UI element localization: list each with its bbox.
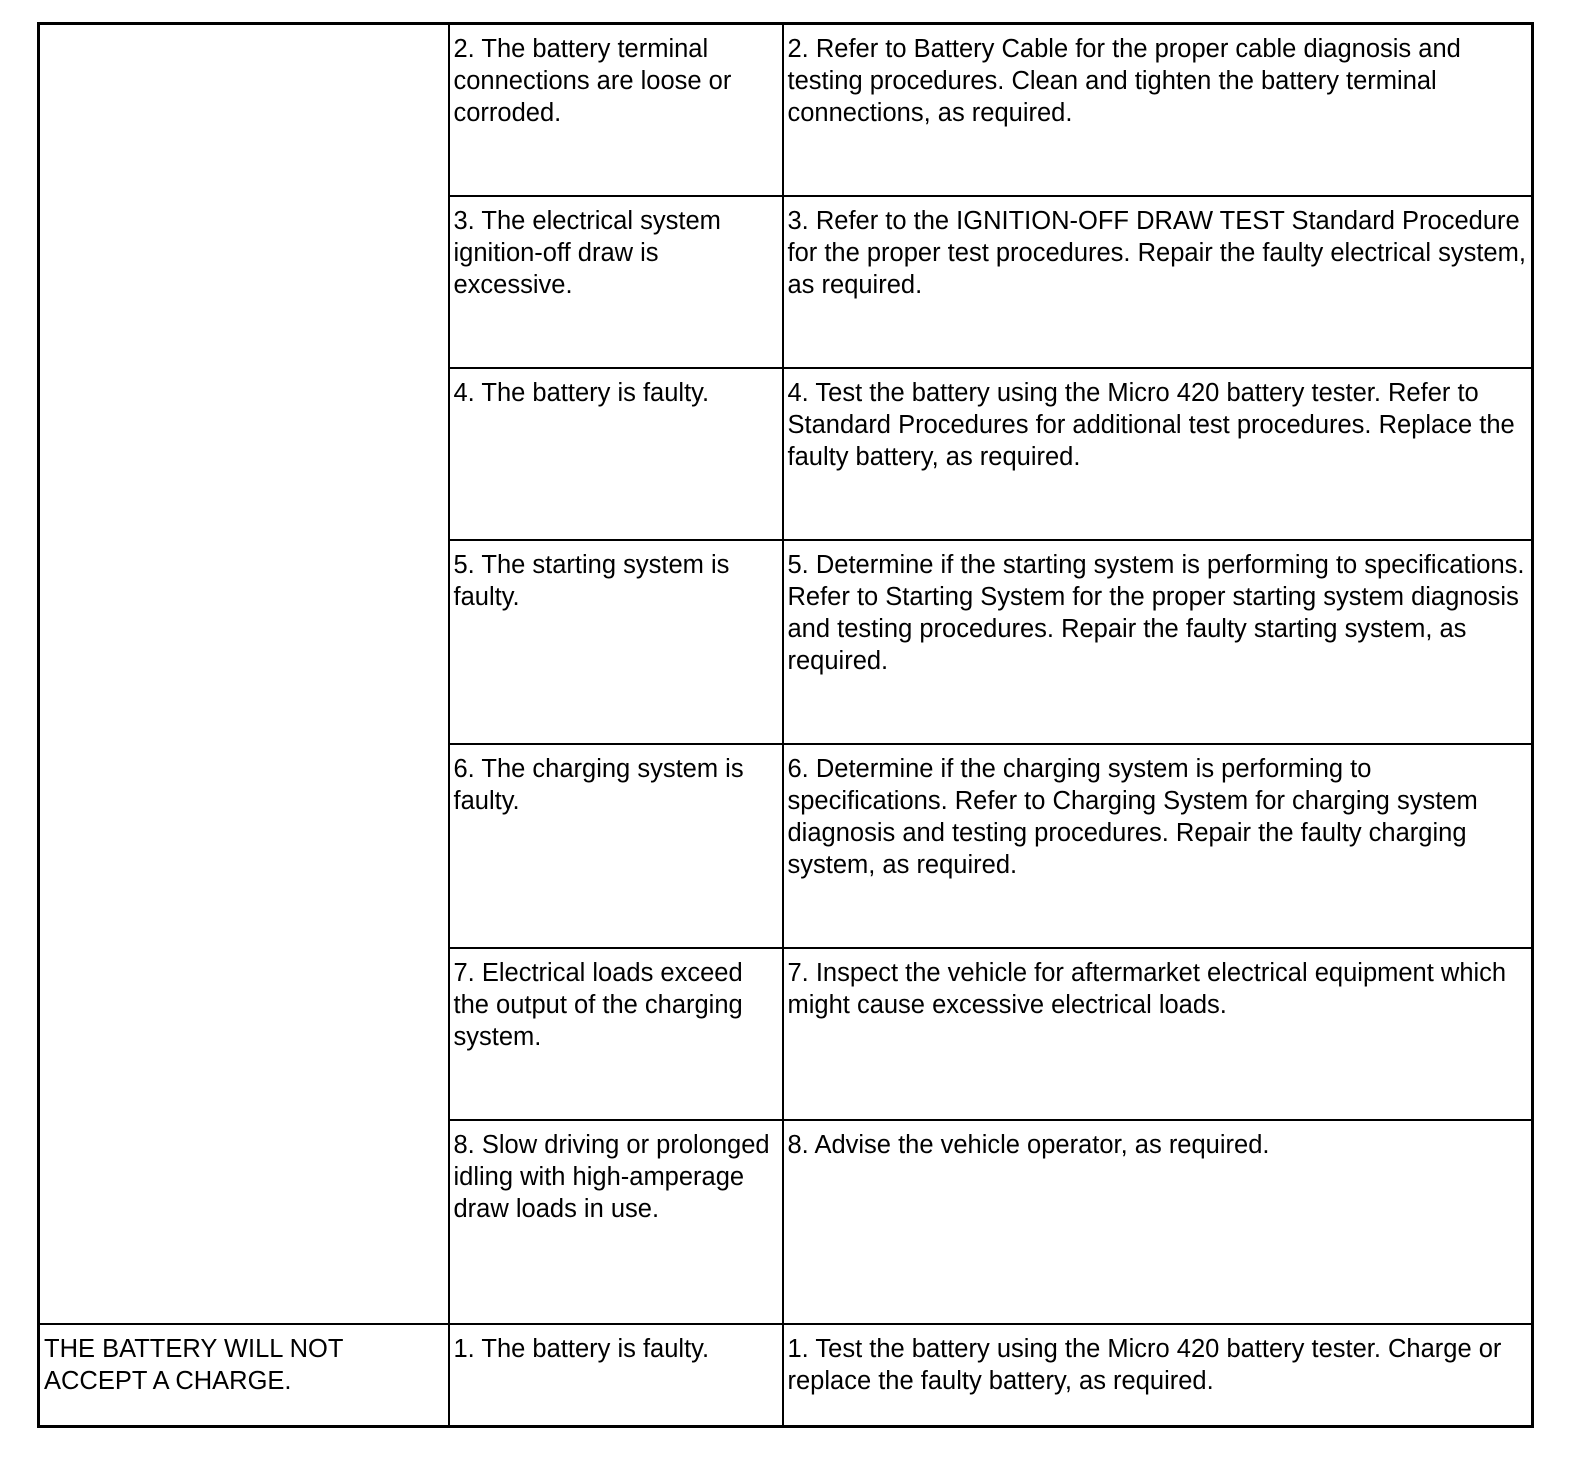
table-row — [39, 1324, 1533, 1427]
correction-cell: 8. Advise the vehicle operator, as required. — [783, 1120, 1533, 1324]
correction-cell: 7. Inspect the vehicle for aftermarket electrical equipment which might cause excessive electrical loads. — [783, 948, 1533, 1120]
cause-cell: 3. The electrical system ignition-off draw is excessive. — [449, 196, 783, 368]
condition-cell: THE BATTERY WILL NOT ACCEPT A CHARGE. — [39, 1324, 449, 1427]
cause-cell: 7. Electrical loads exceed the output of the charging system. — [449, 948, 783, 1120]
correction-cell: 1. Test the battery using the Micro 420 battery tester. Charge or replace the faulty battery, as required. — [783, 1324, 1533, 1427]
condition-cell — [39, 24, 449, 1325]
cause-cell: 8. Slow driving or prolonged idling with high-amperage draw loads in use. — [449, 1120, 783, 1324]
cause-cell: 4. The battery is faulty. — [449, 368, 783, 540]
correction-cell: 2. Refer to Battery Cable for the proper cable diagnosis and testing procedures. Clean and tighten the battery terminal connections, as required. — [783, 24, 1533, 197]
cause-cell: 2. The battery terminal connections are loose or corroded. — [449, 24, 783, 197]
correction-cell: 4. Test the battery using the Micro 420 battery tester. Refer to Standard Procedures for additional test procedures. Replace the faulty battery, as required. — [783, 368, 1533, 540]
correction-cell: 3. Refer to the IGNITION-OFF DRAW TEST Standard Procedure for the proper test procedures. Repair the faulty electrical system, as required. — [783, 196, 1533, 368]
correction-cell: 6. Determine if the charging system is performing to specifications. Refer to Charging System for charging system diagnosis and testing procedures. Repair the faulty charging system, as required. — [783, 744, 1533, 948]
cause-cell: 1. The battery is faulty. — [449, 1324, 783, 1427]
cause-cell: 5. The starting system is faulty. — [449, 540, 783, 744]
cause-cell: 6. The charging system is faulty. — [449, 744, 783, 948]
diagnosis-table — [37, 22, 1534, 1428]
table-row — [39, 24, 1533, 197]
correction-cell: 5. Determine if the starting system is performing to specifications. Refer to Starting System for the proper starting system diagnosis and testing procedures. Repair the faulty starting system, as required. — [783, 540, 1533, 744]
